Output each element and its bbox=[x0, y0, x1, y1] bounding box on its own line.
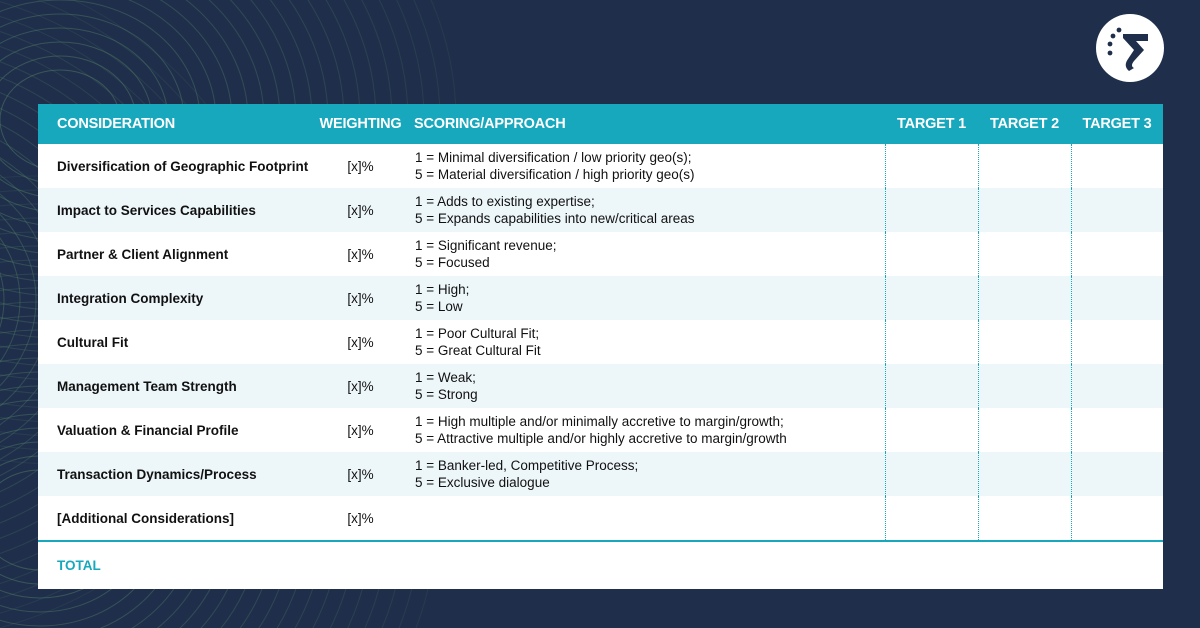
score-low: 1 = High; bbox=[415, 281, 470, 297]
row-consideration: Valuation & Financial Profile bbox=[57, 422, 239, 438]
score-low: 1 = Weak; bbox=[415, 369, 476, 385]
target-3-cell bbox=[1071, 232, 1163, 276]
score-high: 5 = Great Cultural Fit bbox=[415, 343, 541, 358]
score-low: 1 = Significant revenue; bbox=[415, 237, 557, 253]
evaluation-table bbox=[38, 104, 1163, 589]
table-row bbox=[38, 452, 1163, 496]
target-3-cell bbox=[1071, 188, 1163, 232]
row-scoring bbox=[407, 232, 885, 276]
row-weighting: [x]% bbox=[347, 246, 374, 262]
score-high: 5 = Attractive multiple and/or highly accretive to margin/growth bbox=[415, 431, 787, 446]
row-consideration: Cultural Fit bbox=[57, 334, 129, 350]
target-3-cell bbox=[1071, 496, 1163, 540]
score-high: 5 = Expands capabilities into new/critical areas bbox=[415, 211, 695, 226]
row-consideration: Management Team Strength bbox=[57, 378, 237, 394]
score-high: 5 = Exclusive dialogue bbox=[415, 475, 550, 490]
table-row bbox=[38, 320, 1163, 364]
target-3-cell bbox=[1071, 408, 1163, 452]
row-scoring bbox=[407, 408, 885, 452]
table-body bbox=[38, 144, 1163, 542]
row-consideration: Transaction Dynamics/Process bbox=[57, 466, 257, 482]
target-1-cell bbox=[885, 188, 978, 232]
score-high: 5 = Material diversification / high priority geo(s) bbox=[415, 167, 695, 182]
table-row bbox=[38, 364, 1163, 408]
row-scoring bbox=[407, 364, 885, 408]
header-consideration: CONSIDERATION bbox=[57, 116, 175, 132]
row-scoring bbox=[407, 320, 885, 364]
score-low: 1 = High multiple and/or minimally accretive to margin/growth; bbox=[415, 413, 784, 429]
target-1-cell bbox=[885, 496, 978, 540]
table-row bbox=[38, 276, 1163, 320]
header-target-2: TARGET 2 bbox=[989, 116, 1060, 132]
row-weighting: [x]% bbox=[347, 158, 374, 174]
score-high: 5 = Focused bbox=[415, 255, 490, 270]
target-2-cell bbox=[978, 496, 1071, 540]
target-1-cell bbox=[885, 276, 978, 320]
score-low: 1 = Banker-led, Competitive Process; bbox=[415, 457, 639, 473]
row-weighting: [x]% bbox=[347, 202, 374, 218]
score-low: 1 = Adds to existing expertise; bbox=[415, 193, 595, 209]
row-weighting: [x]% bbox=[347, 334, 374, 350]
header-target-3: TARGET 3 bbox=[1082, 116, 1152, 132]
table-row bbox=[38, 408, 1163, 452]
target-1-cell bbox=[885, 144, 978, 188]
target-2-cell bbox=[978, 364, 1071, 408]
company-logo bbox=[1096, 14, 1164, 82]
target-1-cell bbox=[885, 320, 978, 364]
total-label: TOTAL bbox=[57, 557, 101, 573]
target-3-cell bbox=[1071, 144, 1163, 188]
row-scoring bbox=[407, 496, 885, 540]
total-row bbox=[38, 542, 1163, 588]
target-1-cell bbox=[885, 452, 978, 496]
table-row bbox=[38, 496, 1163, 540]
row-consideration: Integration Complexity bbox=[57, 290, 204, 306]
wave-line bbox=[0, 180, 20, 420]
target-2-cell bbox=[978, 232, 1071, 276]
header-scoring: SCORING/APPROACH bbox=[414, 116, 566, 132]
score-high: 5 = Low bbox=[415, 299, 463, 314]
row-weighting: [x]% bbox=[347, 422, 374, 438]
header-weighting: WEIGHTING bbox=[319, 116, 402, 132]
target-1-cell bbox=[885, 408, 978, 452]
target-1-cell bbox=[885, 232, 978, 276]
score-high: 5 = Strong bbox=[415, 387, 478, 402]
target-2-cell bbox=[978, 188, 1071, 232]
row-consideration: Partner & Client Alignment bbox=[57, 246, 229, 262]
target-2-cell bbox=[978, 144, 1071, 188]
target-2-cell bbox=[978, 276, 1071, 320]
row-consideration: [Additional Considerations] bbox=[57, 510, 234, 526]
wave-line bbox=[0, 166, 36, 434]
table-row bbox=[38, 232, 1163, 276]
table-row bbox=[38, 188, 1163, 232]
target-2-cell bbox=[978, 408, 1071, 452]
target-3-cell bbox=[1071, 320, 1163, 364]
row-consideration: Diversification of Geographic Footprint bbox=[57, 158, 309, 174]
row-scoring bbox=[407, 452, 885, 496]
score-low: 1 = Poor Cultural Fit; bbox=[415, 325, 540, 341]
target-3-cell bbox=[1071, 364, 1163, 408]
header-target-1: TARGET 1 bbox=[896, 116, 967, 132]
target-3-cell bbox=[1071, 452, 1163, 496]
row-consideration: Impact to Services Capabilities bbox=[57, 202, 256, 218]
target-3-cell bbox=[1071, 276, 1163, 320]
target-2-cell bbox=[978, 452, 1071, 496]
row-weighting: [x]% bbox=[347, 290, 374, 306]
sigma-logo-icon bbox=[1096, 14, 1164, 82]
wave-line bbox=[0, 194, 4, 406]
target-2-cell bbox=[978, 320, 1071, 364]
score-low: 1 = Minimal diversification / low priority geo(s); bbox=[415, 149, 692, 165]
row-weighting: [x]% bbox=[347, 510, 374, 526]
table-row bbox=[38, 144, 1163, 188]
table-header bbox=[38, 104, 1163, 144]
row-scoring bbox=[407, 144, 885, 188]
row-scoring bbox=[407, 188, 885, 232]
row-weighting: [x]% bbox=[347, 466, 374, 482]
row-weighting: [x]% bbox=[347, 378, 374, 394]
row-scoring bbox=[407, 276, 885, 320]
target-1-cell bbox=[885, 364, 978, 408]
